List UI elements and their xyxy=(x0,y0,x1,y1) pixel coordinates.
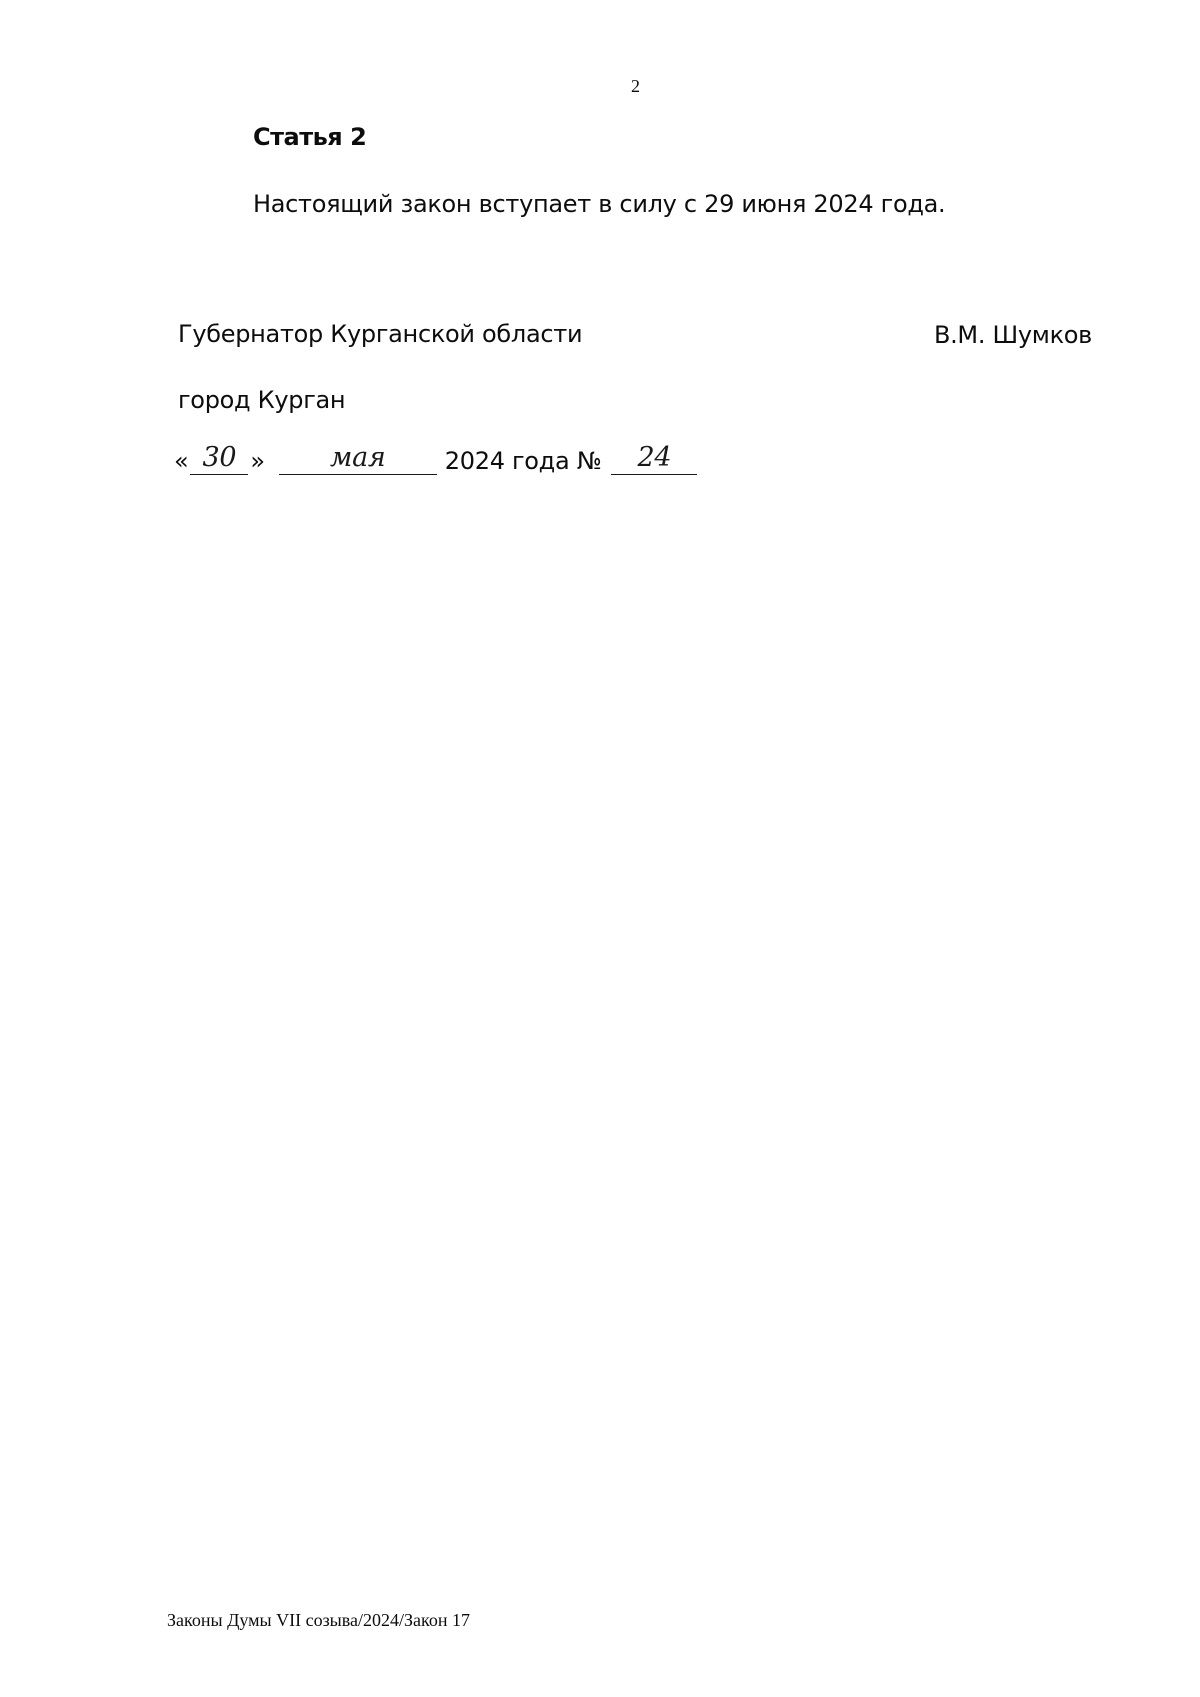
footer-reference: Законы Думы VII созыва/2024/Закон 17 xyxy=(167,1610,470,1630)
place-of-signing: город Курган xyxy=(178,386,346,414)
date-line xyxy=(174,442,697,475)
year-and-number-label: 2024 года № xyxy=(444,447,602,475)
handwritten-day: 30 xyxy=(202,442,237,473)
article-title: Статья 2 xyxy=(253,123,367,151)
day-blank xyxy=(190,442,248,475)
number-blank xyxy=(611,442,697,475)
article-text: Настоящий закон вступает в силу с 29 июня 2024 года. xyxy=(253,190,946,218)
handwritten-number: 24 xyxy=(637,442,672,473)
signatory-name: В.М. Шумков xyxy=(933,321,1092,349)
month-blank xyxy=(279,442,437,475)
close-quote: » xyxy=(250,447,265,475)
handwritten-month: мая xyxy=(330,442,386,473)
signatory-title: Губернатор Курганской области xyxy=(178,320,583,348)
open-quote: « xyxy=(174,447,189,475)
page-number: 2 xyxy=(631,76,640,96)
